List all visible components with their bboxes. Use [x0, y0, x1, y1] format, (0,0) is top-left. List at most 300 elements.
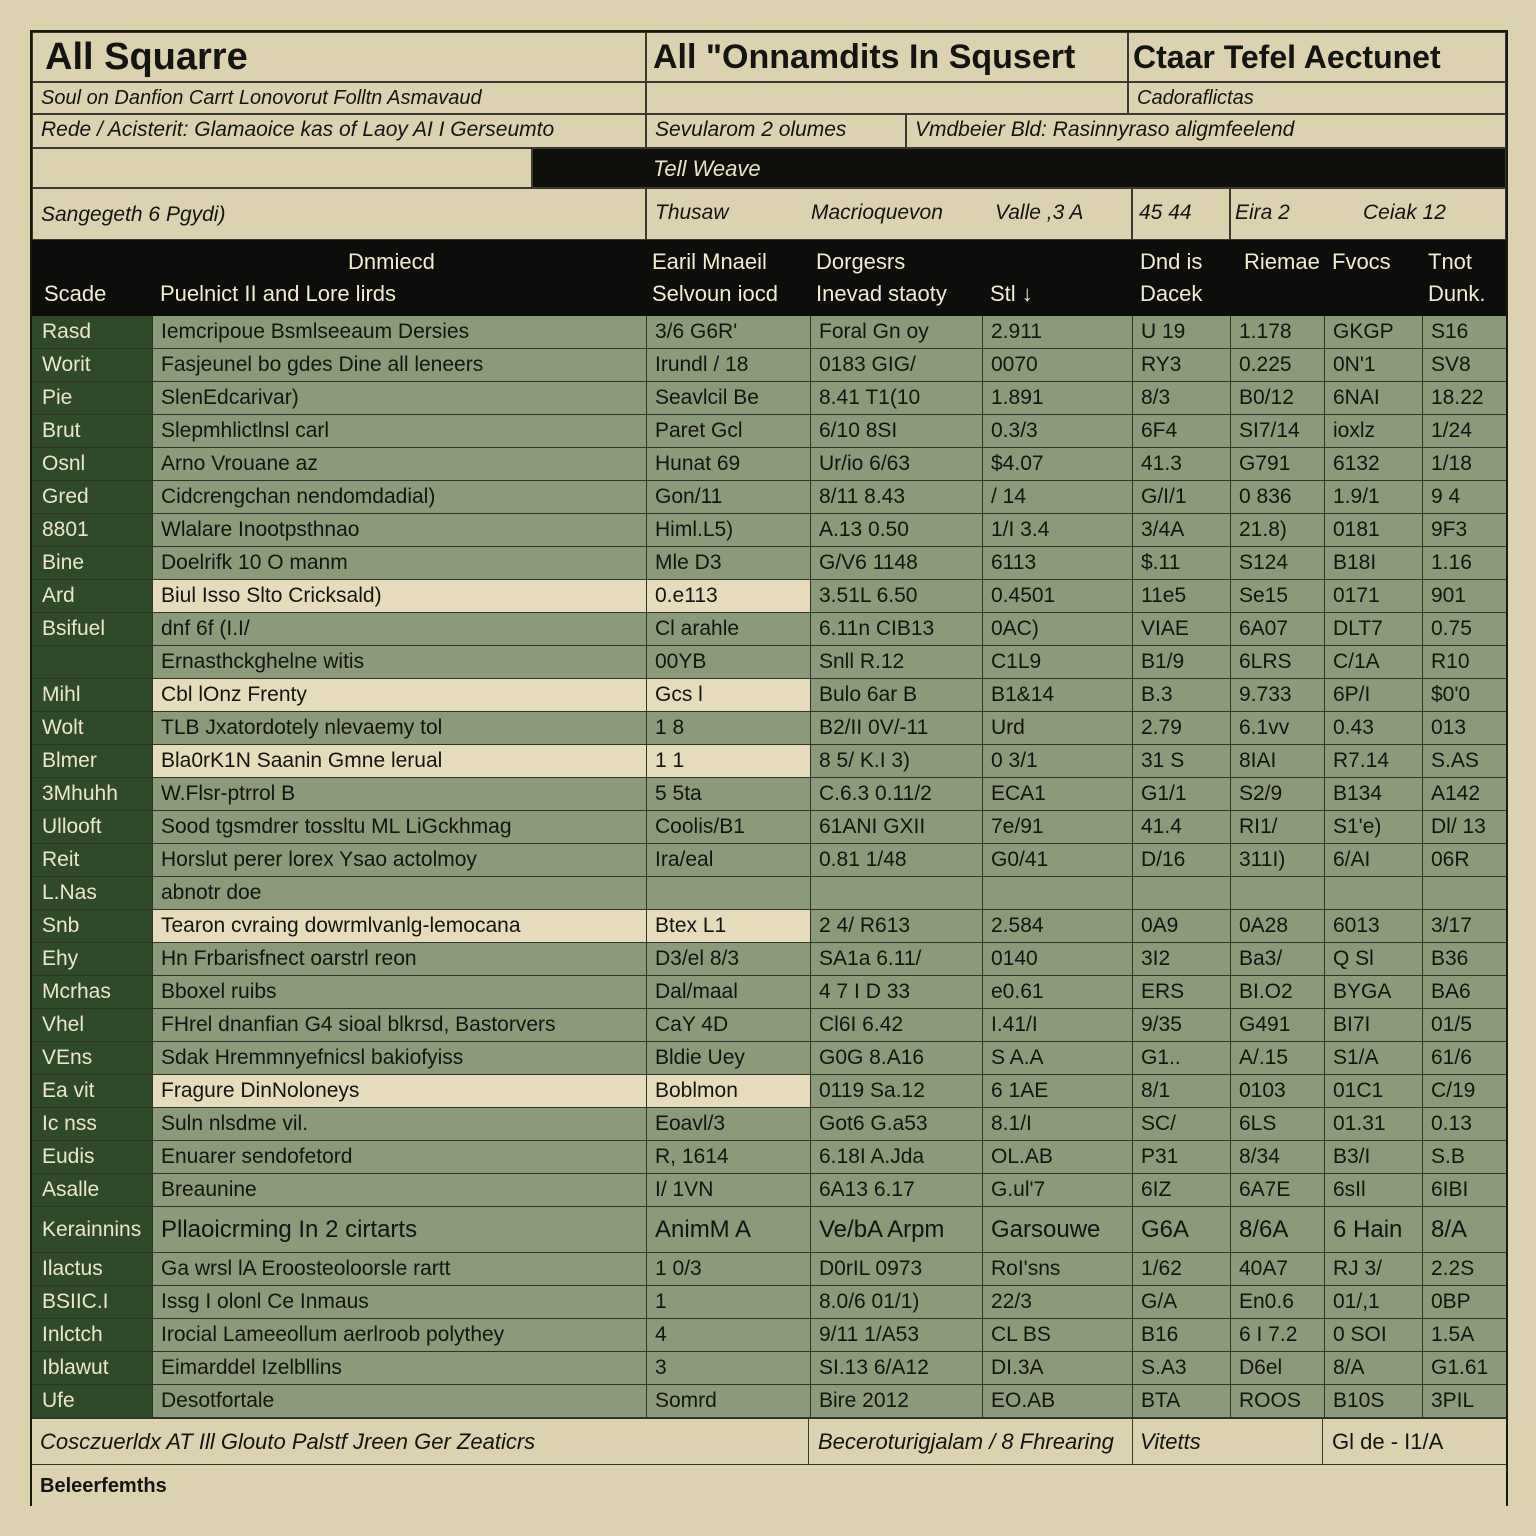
row-label: Ea vit: [32, 1075, 152, 1107]
cell-p5: Se15: [1230, 580, 1324, 612]
cell-desc: Slepmhlictlnsl carl: [152, 415, 646, 447]
table-row: [32, 547, 1506, 580]
cell-p6: 6013: [1324, 910, 1422, 942]
cell-p3: 1.891: [982, 382, 1132, 414]
table-row: [32, 481, 1506, 514]
cell-p3: 22/3: [982, 1286, 1132, 1318]
row-label: Ilactus: [32, 1253, 152, 1285]
table-row: [32, 1108, 1506, 1141]
table-row: [32, 1174, 1506, 1207]
cell-p7: 0.13: [1422, 1108, 1506, 1140]
footer-bottom-row: [32, 1464, 1506, 1506]
cell-desc: dnf 6f (I.I/: [152, 613, 646, 645]
cell-p2: 0183 GIG/: [810, 349, 982, 381]
cell-p7: 61/6: [1422, 1042, 1506, 1074]
cell-p3: 0.3/3: [982, 415, 1132, 447]
cell-p4: G1/1: [1132, 778, 1230, 810]
cell-desc: Tearon cvraing dowrmlvanlg-lemocana: [152, 910, 646, 942]
col-header-p1-top: Earil Mnaeil: [652, 249, 767, 274]
cell-p4: 2.79: [1132, 712, 1230, 744]
cell-p5: 311I): [1230, 844, 1324, 876]
cell-p1: CaY 4D: [646, 1009, 810, 1041]
cell-p4: 6F4: [1132, 415, 1230, 447]
line5-a: Thusaw: [655, 201, 729, 224]
cell-p3: 0140: [982, 943, 1132, 975]
cell-p5: ROOS: [1230, 1385, 1324, 1417]
table-row: [32, 1009, 1506, 1042]
cell-p5: G491: [1230, 1009, 1324, 1041]
subtitle-right: Cadoraflictas: [1128, 82, 1506, 114]
cell-p3: S A.A: [982, 1042, 1132, 1074]
cell-p6: 6sIl: [1324, 1174, 1422, 1206]
cell-p1: Himl.L5): [646, 514, 810, 546]
cell-p3: e0.61: [982, 976, 1132, 1008]
cell-p6: 8/A: [1324, 1352, 1422, 1384]
table-row: [32, 712, 1506, 745]
cell-p4: B.3: [1132, 679, 1230, 711]
cell-p6: B134: [1324, 778, 1422, 810]
cell-p5: 6LS: [1230, 1108, 1324, 1140]
row-label: Mcrhas: [32, 976, 152, 1008]
cell-p3: ECA1: [982, 778, 1132, 810]
cell-p3: 8.1/I: [982, 1108, 1132, 1140]
cell-p7: 9 4: [1422, 481, 1506, 513]
cell-p2: 8 5/ K.I 3): [810, 745, 982, 777]
cell-p6: 1.9/1: [1324, 481, 1422, 513]
table-row: [32, 1207, 1506, 1253]
cell-p3: 2.584: [982, 910, 1132, 942]
cell-p2: B2/II 0V/-11: [810, 712, 982, 744]
cell-p2: 8.0/6 01/1): [810, 1286, 982, 1318]
cell-p3: 1/I 3.4: [982, 514, 1132, 546]
table-row: [32, 1141, 1506, 1174]
cell-p1: 1 1: [646, 745, 810, 777]
table-row: [32, 877, 1506, 910]
cell-p3: 2.911: [982, 316, 1132, 348]
row-label: Gred: [32, 481, 152, 513]
cell-p1: Eoavl/3: [646, 1108, 810, 1140]
cell-p3: 7e/91: [982, 811, 1132, 843]
cell-p4: 11e5: [1132, 580, 1230, 612]
cell-p2: 6.18I A.Jda: [810, 1141, 982, 1173]
cell-p2: C.6.3 0.11/2: [810, 778, 982, 810]
subtitle-mid-empty: [646, 82, 1128, 114]
col-header-p1: Selvoun iocd: [652, 281, 778, 306]
line5-d: 45 44: [1139, 201, 1192, 224]
table-row: [32, 580, 1506, 613]
row-label: Ard: [32, 580, 152, 612]
cell-desc: Doelrifk 10 O manm: [152, 547, 646, 579]
table-row: [32, 679, 1506, 712]
cell-desc: Enuarer sendofetord: [152, 1141, 646, 1173]
col-header-p6: Fvocs: [1332, 249, 1391, 274]
cell-p3: Urd: [982, 712, 1132, 744]
cell-p2: A.13 0.50: [810, 514, 982, 546]
cell-p5: SI7/14: [1230, 415, 1324, 447]
row-label: Bsifuel: [32, 613, 152, 645]
cell-p4: $.11: [1132, 547, 1230, 579]
footer-left: Cosczuerldx AT Ill Glouto Palstf Jreen Ger Zeaticrs: [40, 1429, 536, 1454]
cell-p4: G/A: [1132, 1286, 1230, 1318]
cell-p5: En0.6: [1230, 1286, 1324, 1318]
cell-p1: 3/6 G6R': [646, 316, 810, 348]
cell-p2: Bulo 6ar B: [810, 679, 982, 711]
row-label: Ic nss: [32, 1108, 152, 1140]
col-header-desc-top: Dnmiecd: [348, 249, 435, 274]
cell-p5: [1230, 877, 1324, 909]
cell-p1: 1 8: [646, 712, 810, 744]
cell-p5: 8IAI: [1230, 745, 1324, 777]
table-row: [32, 1075, 1506, 1108]
cell-desc: Cbl lOnz Frenty: [152, 679, 646, 711]
cell-p7: 1.16: [1422, 547, 1506, 579]
cell-p4: G1..: [1132, 1042, 1230, 1074]
cell-p7: Dl/ 13: [1422, 811, 1506, 843]
cell-p3: CL BS: [982, 1319, 1132, 1351]
title-right: Ctaar Tefel Aectunet: [1128, 32, 1506, 82]
cell-p6: 01C1: [1324, 1075, 1422, 1107]
cell-p1: 4: [646, 1319, 810, 1351]
cell-p2: 3.51L 6.50: [810, 580, 982, 612]
cell-p6: ioxlz: [1324, 415, 1422, 447]
cell-p2: 8.41 T1(10: [810, 382, 982, 414]
cell-p7: 06R: [1422, 844, 1506, 876]
cell-p7: 6IBI: [1422, 1174, 1506, 1206]
band-left-empty: [32, 148, 532, 188]
cell-p2: Snll R.12: [810, 646, 982, 678]
cell-p7: 18.22: [1422, 382, 1506, 414]
row-label: Ehy: [32, 943, 152, 975]
cell-p7: A142: [1422, 778, 1506, 810]
cell-desc: Sdak Hremmnyefnicsl bakiofyiss: [152, 1042, 646, 1074]
row-label: Osnl: [32, 448, 152, 480]
col-header-p4-top: Dnd is: [1140, 249, 1203, 274]
cell-desc: Hn Frbarisfnect oarstrl reon: [152, 943, 646, 975]
cell-p5: 9.733: [1230, 679, 1324, 711]
cell-p2: SI.13 6/A12: [810, 1352, 982, 1384]
cell-p1: Mle D3: [646, 547, 810, 579]
cell-p4: 0A9: [1132, 910, 1230, 942]
cell-desc: Bla0rK1N Saanin Gmne lerual: [152, 745, 646, 777]
cell-p1: Bldie Uey: [646, 1042, 810, 1074]
cell-p6: 6/AI: [1324, 844, 1422, 876]
cell-p3: RoI'sns: [982, 1253, 1132, 1285]
cell-p6: [1324, 877, 1422, 909]
cell-p1: 00YB: [646, 646, 810, 678]
cell-p1: 3: [646, 1352, 810, 1384]
cell-p6: C/1A: [1324, 646, 1422, 678]
cell-p3: $4.07: [982, 448, 1132, 480]
cell-desc: Biul Isso Slto Cricksald): [152, 580, 646, 612]
cell-p6: B3/I: [1324, 1141, 1422, 1173]
cell-p6: 6P/I: [1324, 679, 1422, 711]
line5-c: Valle ,3 A: [995, 201, 1084, 224]
footer-mid: Beceroturigjalam / 8 Fhrearing: [818, 1429, 1114, 1454]
line5-mid-box: [646, 188, 1132, 240]
cell-p2: D0rIL 0973: [810, 1253, 982, 1285]
cell-p2: G0G 8.A16: [810, 1042, 982, 1074]
row-label: 3Mhuhh: [32, 778, 152, 810]
cell-p5: 21.8): [1230, 514, 1324, 546]
table-row: [32, 811, 1506, 844]
cell-p3: 6113: [982, 547, 1132, 579]
cell-desc: Breaunine: [152, 1174, 646, 1206]
table-row: [32, 1319, 1506, 1352]
cell-desc: Fragure DinNoloneys: [152, 1075, 646, 1107]
row-label: BSIIC.I: [32, 1286, 152, 1318]
cell-p3: 0.4501: [982, 580, 1132, 612]
cell-p6: S1'e): [1324, 811, 1422, 843]
cell-desc: TLB Jxatordotely nlevaemy tol: [152, 712, 646, 744]
subtitle-left: Soul on Danfion Carrt Lonovorut Folltn Asmavaud: [32, 82, 646, 114]
table-row: [32, 1042, 1506, 1075]
black-band: Tell Weave: [532, 148, 1506, 188]
cell-p6: 6132: [1324, 448, 1422, 480]
cell-p5: 0 836: [1230, 481, 1324, 513]
row-label: Reit: [32, 844, 152, 876]
cell-p4: 1/62: [1132, 1253, 1230, 1285]
row-label: Wolt: [32, 712, 152, 744]
cell-p2: Ur/io 6/63: [810, 448, 982, 480]
cell-p4: 9/35: [1132, 1009, 1230, 1041]
cell-p6: 6 Hain: [1324, 1207, 1422, 1252]
col-header-p5: Riemae: [1244, 249, 1320, 274]
cell-p2: 61ANI GXII: [810, 811, 982, 843]
cell-desc: Fasjeunel bo gdes Dine all leneers: [152, 349, 646, 381]
cell-p4: 3I2: [1132, 943, 1230, 975]
cell-p2: 6/10 8SI: [810, 415, 982, 447]
cell-p1: 5 5ta: [646, 778, 810, 810]
cell-desc: Desotfortale: [152, 1385, 646, 1417]
cell-desc: Ga wrsl lA Eroosteoloorsle rartt: [152, 1253, 646, 1285]
cell-p7: 9F3: [1422, 514, 1506, 546]
cell-desc: Suln nlsdme vil.: [152, 1108, 646, 1140]
cell-p5: S2/9: [1230, 778, 1324, 810]
row-label: L.Nas: [32, 877, 152, 909]
row-label: Vhel: [32, 1009, 152, 1041]
cell-desc: Cidcrengchan nendomdadial): [152, 481, 646, 513]
row-label: Kerainnins: [32, 1207, 152, 1252]
cell-p7: S16: [1422, 316, 1506, 348]
cell-p3: G.ul'7: [982, 1174, 1132, 1206]
cell-p5: 6A07: [1230, 613, 1324, 645]
cell-p4: U 19: [1132, 316, 1230, 348]
cell-p7: 1.5A: [1422, 1319, 1506, 1351]
cell-p7: C/19: [1422, 1075, 1506, 1107]
cell-p4: [1132, 877, 1230, 909]
cell-p7: 3PIL: [1422, 1385, 1506, 1417]
cell-p1: 0.e113: [646, 580, 810, 612]
footer-right-b: Gl de - I1/A: [1332, 1429, 1444, 1454]
cell-p1: Gon/11: [646, 481, 810, 513]
cell-p4: B1/9: [1132, 646, 1230, 678]
cell-p7: BA6: [1422, 976, 1506, 1008]
cell-p7: S.AS: [1422, 745, 1506, 777]
cell-p5: D6el: [1230, 1352, 1324, 1384]
cell-desc: Arno Vrouane az: [152, 448, 646, 480]
table-row: [32, 745, 1506, 778]
cell-p5: B0/12: [1230, 382, 1324, 414]
table-row: [32, 646, 1506, 679]
table-row: [32, 1253, 1506, 1286]
cell-p2: 0119 Sa.12: [810, 1075, 982, 1107]
cell-p2: 2 4/ R613: [810, 910, 982, 942]
row-label: VEns: [32, 1042, 152, 1074]
line5-b: Macrioquevon: [811, 201, 943, 224]
col-header-p3: Stl ↓: [990, 281, 1033, 306]
cell-p7: S.B: [1422, 1141, 1506, 1173]
cell-p6: 01.31: [1324, 1108, 1422, 1140]
cell-p3: 6 1AE: [982, 1075, 1132, 1107]
table-row: [32, 1352, 1506, 1385]
cell-p5: Ba3/: [1230, 943, 1324, 975]
cell-p2: 6A13 6.17: [810, 1174, 982, 1206]
cell-p6: B18I: [1324, 547, 1422, 579]
cell-p2: Bire 2012: [810, 1385, 982, 1417]
cell-p4: RY3: [1132, 349, 1230, 381]
row-label: Snb: [32, 910, 152, 942]
cell-p1: Ira/eal: [646, 844, 810, 876]
cell-p1: Cl arahle: [646, 613, 810, 645]
table-row: [32, 943, 1506, 976]
table-row: [32, 778, 1506, 811]
title-left: All Squarre: [32, 32, 646, 82]
cell-desc: Eimarddel Izelbllins: [152, 1352, 646, 1384]
row-label: Blmer: [32, 745, 152, 777]
cell-p5: 40A7: [1230, 1253, 1324, 1285]
cell-p7: 3/17: [1422, 910, 1506, 942]
cell-p1: Dal/maal: [646, 976, 810, 1008]
cell-p5: 6A7E: [1230, 1174, 1324, 1206]
cell-p4: D/16: [1132, 844, 1230, 876]
cell-p7: 01/5: [1422, 1009, 1506, 1041]
cell-p3: EO.AB: [982, 1385, 1132, 1417]
cell-p4: BTA: [1132, 1385, 1230, 1417]
cell-p6: B10S: [1324, 1385, 1422, 1417]
cell-p3: G0/41: [982, 844, 1132, 876]
cell-p5: BI.O2: [1230, 976, 1324, 1008]
cell-desc: Bboxel ruibs: [152, 976, 646, 1008]
cell-desc: Wlalare Inootpsthnao: [152, 514, 646, 546]
cell-desc: Irocial Lameeollum aerlroob polythey: [152, 1319, 646, 1351]
row-label: Brut: [32, 415, 152, 447]
cell-p6: 0181: [1324, 514, 1422, 546]
cell-p2: 9/11 1/A53: [810, 1319, 982, 1351]
cell-p3: [982, 877, 1132, 909]
cell-p4: SC/: [1132, 1108, 1230, 1140]
cell-p2: 8/11 8.43: [810, 481, 982, 513]
cell-p4: G/I/1: [1132, 481, 1230, 513]
cell-p7: [1422, 877, 1506, 909]
cell-p4: 41.3: [1132, 448, 1230, 480]
cell-p1: Hunat 69: [646, 448, 810, 480]
cell-p5: 0103: [1230, 1075, 1324, 1107]
row-label: Inlctch: [32, 1319, 152, 1351]
footer-right-a: Vitetts: [1140, 1429, 1201, 1454]
cell-p6: BYGA: [1324, 976, 1422, 1008]
cell-p4: P31: [1132, 1141, 1230, 1173]
cell-p3: 0 3/1: [982, 745, 1132, 777]
table-row: [32, 613, 1506, 646]
cell-p1: R, 1614: [646, 1141, 810, 1173]
cell-p6: 0.43: [1324, 712, 1422, 744]
title-mid: All "Onnamdits In Squsert: [646, 32, 1128, 82]
cell-p4: G6A: [1132, 1207, 1230, 1252]
cell-p1: Boblmon: [646, 1075, 810, 1107]
cell-desc: Pllaoicrming In 2 cirtarts: [152, 1207, 646, 1252]
cell-p1: D3/el 8/3: [646, 943, 810, 975]
table-row: [32, 382, 1506, 415]
row-label: Mihl: [32, 679, 152, 711]
cell-p6: R7.14: [1324, 745, 1422, 777]
cell-p2: SA1a 6.11/: [810, 943, 982, 975]
cell-p5: 8/34: [1230, 1141, 1324, 1173]
cell-p1: 1 0/3: [646, 1253, 810, 1285]
cell-p1: I/ 1VN: [646, 1174, 810, 1206]
cell-p1: Coolis/B1: [646, 811, 810, 843]
cell-p5: RI1/: [1230, 811, 1324, 843]
cell-desc: SlenEdcarivar): [152, 382, 646, 414]
table-row: [32, 514, 1506, 547]
table-row: [32, 976, 1506, 1009]
cell-p1: [646, 877, 810, 909]
table-row: [32, 349, 1506, 382]
cell-p3: C1L9: [982, 646, 1132, 678]
cell-p2: Cl6I 6.42: [810, 1009, 982, 1041]
cell-p4: S.A3: [1132, 1352, 1230, 1384]
cell-p1: AnimM A: [646, 1207, 810, 1252]
cell-p3: DI.3A: [982, 1352, 1132, 1384]
row-label: Bine: [32, 547, 152, 579]
cell-p5: S124: [1230, 547, 1324, 579]
cell-p2: Foral Gn oy: [810, 316, 982, 348]
cell-p2: 0.81 1/48: [810, 844, 982, 876]
cell-p7: 1/24: [1422, 415, 1506, 447]
row-label: Ufe: [32, 1385, 152, 1417]
cell-p1: Paret Gcl: [646, 415, 810, 447]
cell-p1: Somrd: [646, 1385, 810, 1417]
row-label: Rasd: [32, 316, 152, 348]
cell-p6: S1/A: [1324, 1042, 1422, 1074]
cell-p5: 1.178: [1230, 316, 1324, 348]
cell-p2: Ve/bA Arpm: [810, 1207, 982, 1252]
cell-p3: 0AC): [982, 613, 1132, 645]
cell-p6: Q Sl: [1324, 943, 1422, 975]
cell-p7: 0.75: [1422, 613, 1506, 645]
cell-p7: SV8: [1422, 349, 1506, 381]
col-header-scade: Scade: [44, 281, 107, 306]
cell-p7: R10: [1422, 646, 1506, 678]
cell-p7: G1.61: [1422, 1352, 1506, 1384]
cell-p6: 6NAI: [1324, 382, 1422, 414]
col-header-p4: Dacek: [1140, 281, 1203, 306]
footer-bottom: Beleerfemths: [40, 1475, 167, 1497]
cell-p7: 2.2S: [1422, 1253, 1506, 1285]
cell-p3: B1&14: [982, 679, 1132, 711]
col-header-p7: Dunk.: [1428, 281, 1486, 306]
cell-p5: 6 I 7.2: [1230, 1319, 1324, 1351]
col-header-p7-top: Tnot: [1428, 249, 1473, 274]
col-header-p2: Inevad staoty: [816, 281, 947, 306]
cell-p4: VIAE: [1132, 613, 1230, 645]
row-label: 8801: [32, 514, 152, 546]
column-header: [32, 240, 1506, 316]
line3-left: Rede / Acisterit: Glamaoice kas of Laoy AI I Gerseumto: [32, 114, 646, 148]
cell-p1: Seavlcil Be: [646, 382, 810, 414]
row-label: [32, 646, 152, 678]
spreadsheet: [30, 30, 1508, 1506]
table-row: [32, 844, 1506, 877]
